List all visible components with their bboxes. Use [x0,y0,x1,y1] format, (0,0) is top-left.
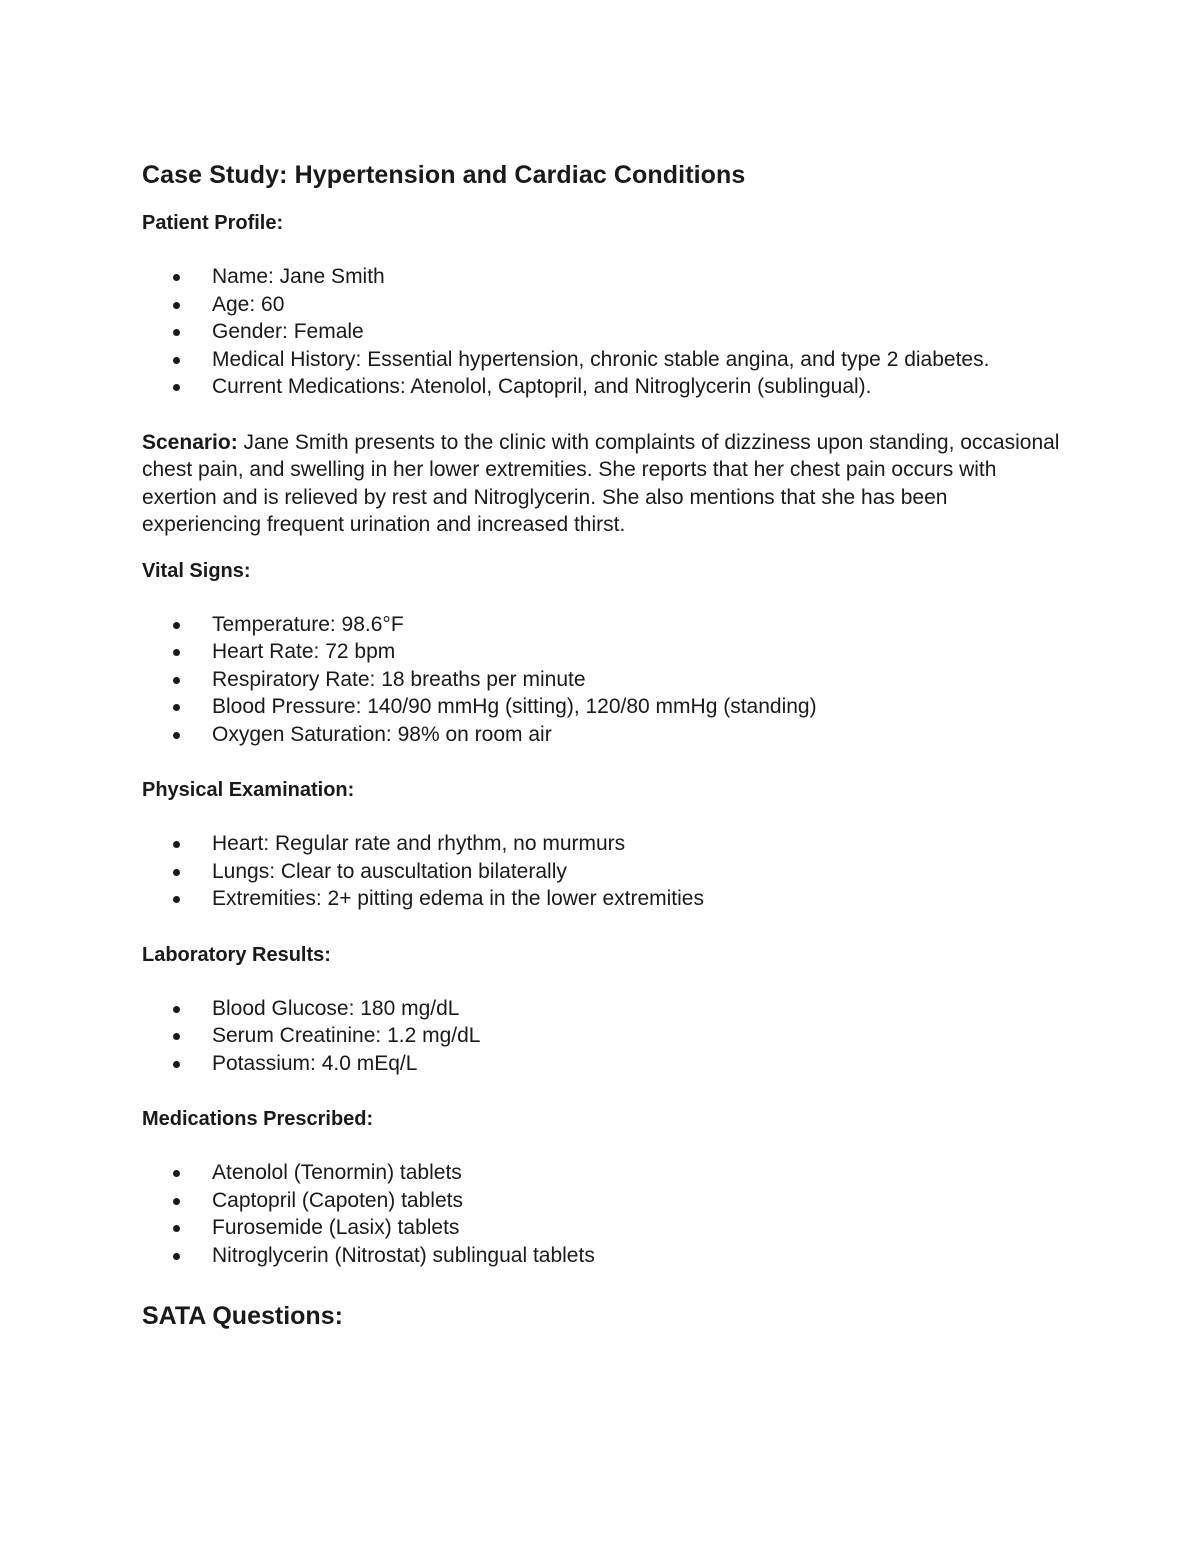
document-title: Case Study: Hypertension and Cardiac Conditions [142,161,746,189]
list-item: Respiratory Rate: 18 breaths per minute [142,666,1062,694]
list-item: Gender: Female [142,318,1062,346]
bullet-icon [173,1170,180,1177]
bullet-icon [173,1033,180,1040]
bullet-icon [173,704,180,711]
bullet-icon [173,329,180,336]
list-item: Blood Pressure: 140/90 mmHg (sitting), 120/80 mmHg (standing) [142,693,1062,721]
list-item: Furosemide (Lasix) tablets [142,1214,1062,1242]
list-item: Extremities: 2+ pitting edema in the lower extremities [142,885,1062,913]
bullet-icon [173,357,180,364]
bullet-icon [173,649,180,656]
bullet-icon [173,302,180,309]
list-item: Age: 60 [142,291,1062,319]
list-item: Potassium: 4.0 mEq/L [142,1050,1062,1078]
bullet-icon [173,1061,180,1068]
physical-exam-list [142,830,1062,913]
bullet-icon [173,384,180,391]
document-page [142,158,1062,1333]
list-item: Captopril (Capoten) tablets [142,1187,1062,1215]
bullet-icon [173,1253,180,1260]
scenario-text: Jane Smith presents to the clinic with complaints of dizziness upon standing, occasional chest pain, and swelling in her lower extremities. She reports that her chest pain occurs with exertion and is relieved by rest and Nitroglycerin. She also mentions that she has been experiencing frequent urination and increased thirst. [142,430,1060,536]
bullet-icon [173,841,180,848]
list-item: Heart Rate: 72 bpm [142,638,1062,666]
medications-list [142,1159,1062,1269]
bullet-icon [173,274,180,281]
bullet-icon [173,622,180,629]
vital-signs-list [142,611,1062,749]
list-item: Lungs: Clear to auscultation bilaterally [142,858,1062,886]
list-item: Current Medications: Atenolol, Captopril, and Nitroglycerin (sublingual). [142,373,1062,401]
bullet-icon [173,732,180,739]
list-item: Oxygen Saturation: 98% on room air [142,721,1062,749]
sata-questions-heading: SATA Questions: [142,1302,343,1330]
bullet-icon [173,896,180,903]
bullet-icon [173,869,180,876]
patient-profile-heading: Patient Profile: [142,212,284,234]
bullet-icon [173,1006,180,1013]
scenario-paragraph [142,429,1062,539]
list-item: Temperature: 98.6°F [142,611,1062,639]
scenario-label: Scenario: [142,430,238,454]
list-item: Serum Creatinine: 1.2 mg/dL [142,1022,1062,1050]
patient-profile-list [142,263,1062,401]
list-item: Name: Jane Smith [142,263,1062,291]
list-item: Heart: Regular rate and rhythm, no murmurs [142,830,1062,858]
lab-results-heading: Laboratory Results: [142,943,331,966]
bullet-icon [173,1225,180,1232]
physical-exam-heading: Physical Examination: [142,779,355,801]
medications-heading: Medications Prescribed: [142,1108,374,1130]
bullet-icon [173,1198,180,1205]
list-item: Atenolol (Tenormin) tablets [142,1159,1062,1187]
vital-signs-heading: Vital Signs: [142,559,251,582]
list-item: Medical History: Essential hypertension, chronic stable angina, and type 2 diabetes. [142,346,1062,374]
lab-results-list [142,995,1062,1078]
bullet-icon [173,677,180,684]
list-item: Blood Glucose: 180 mg/dL [142,995,1062,1023]
list-item: Nitroglycerin (Nitrostat) sublingual tablets [142,1242,1062,1270]
